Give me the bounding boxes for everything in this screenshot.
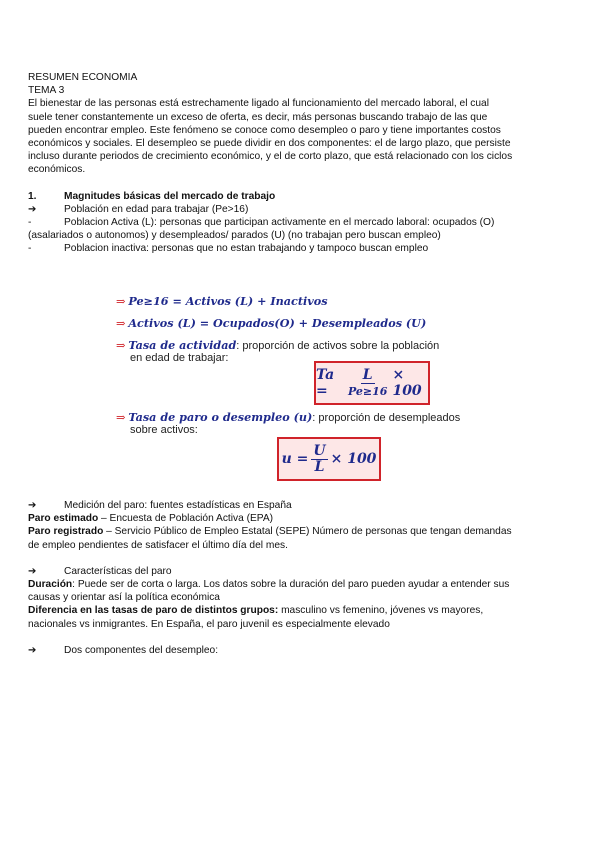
paragraph-continuation: causas y orientar así la política económica <box>28 592 220 604</box>
list-item: - Poblacion inactiva: personas que no estan trabajando y tampoco buscan empleo <box>28 243 429 255</box>
implies-icon: ⇒ <box>116 339 126 352</box>
doc-subtitle: TEMA 3 <box>28 85 65 97</box>
implies-icon: ⇒ <box>116 317 126 330</box>
paragraph-continuation: nacionales vs inmigrantes. En España, el paro juvenil es especialmente elevado <box>28 618 390 630</box>
intro-line: incluso durante periodos de crecimiento económico, y el de corto plazo, que está relacionado con los ciclos <box>28 151 513 163</box>
document-body-lower <box>28 499 573 657</box>
activity-rate-formula: Ta = $\frac{L}{Pe\ge 16}$ × 100 <box>314 361 430 405</box>
list-item-continuation: (asalariados o autonomos) y desempleados/ parados (U) (no trabajan pero buscan empleo) <box>28 230 441 242</box>
unemployment-rate-definition-cont: sobre activos: <box>130 424 198 436</box>
section-title: Magnitudes básicas del mercado de trabajo <box>64 190 276 202</box>
paragraph: Duración: Puede ser de corta o larga. Los datos sobre la duración del paro pueden ayudar a entender sus <box>28 579 510 591</box>
list-item: - Poblacion Activa (L): personas que participan activamente en el mercado laboral: ocupados (O) <box>28 217 495 229</box>
arrow-icon: ➔ <box>28 644 37 656</box>
intro-line: pueden encontrar empleo. Este fenómeno se conoce como desempleo o paro y tiene importantes costos <box>28 124 501 136</box>
unemployment-rate-formula: u = $\frac{U}{L}$ × 100 <box>277 437 381 481</box>
list-item: ➔ Dos componentes del desempleo: <box>28 644 219 656</box>
formula-activos: ⇒ Activos (L) = Ocupados(O) + Desempleados (U) <box>116 316 427 330</box>
formula-population: ⇒ Pe≥16 = Activos (L) + Inactivos <box>116 294 328 308</box>
document-body <box>28 71 573 256</box>
arrow-icon: ➔ <box>28 203 37 215</box>
implies-icon: ⇒ <box>116 411 126 424</box>
section-number: 1. <box>28 190 37 202</box>
paragraph: Diferencia en las tasas de paro de distintos grupos: masculino vs femenino, jóvenes vs mayores, <box>28 605 484 617</box>
arrow-icon: ➔ <box>28 565 37 577</box>
paragraph: Paro estimado – Encuesta de Población Activa (EPA) <box>28 513 274 525</box>
paragraph-continuation: de empleo pendientes de satisfacer el último día del mes. <box>28 539 288 551</box>
list-item: ➔ Población en edad para trabajar (Pe>16) <box>28 203 249 215</box>
list-item: ➔ Medición del paro: fuentes estadísticas en España <box>28 500 292 511</box>
paragraph: Paro registrado – Servicio Público de Empleo Estatal (SEPE) Número de personas que tengan demandas <box>28 526 512 538</box>
unemployment-rate-term: Tasa de paro o desempleo (u) <box>128 410 313 424</box>
dash-icon: - <box>28 243 32 255</box>
unemployment-rate-definition: ⇒ Tasa de paro o desempleo (u): proporción de desempleados <box>116 410 461 424</box>
activity-rate-term: Tasa de actividad <box>128 338 237 352</box>
intro-line: suele tener constantemente un exceso de oferta, es decir, más personas buscando trabajo de las que <box>28 111 488 123</box>
intro-line: El bienestar de las personas está estrechamente ligado al funcionamiento del mercado laboral, el cual <box>28 98 489 110</box>
intro-line: económicos y sociales. El desempleo se puede dividir en dos componentes: el de largo plazo, que persiste <box>28 138 511 150</box>
implies-icon: ⇒ <box>116 295 126 308</box>
activity-rate-definition-cont: en edad de trabajar: <box>130 352 229 364</box>
activity-rate-definition: ⇒ Tasa de actividad: proporción de activos sobre la población <box>116 338 440 352</box>
dash-icon: - <box>28 217 32 229</box>
arrow-icon: ➔ <box>28 500 37 511</box>
doc-title: RESUMEN ECONOMIA <box>28 72 138 83</box>
list-item: ➔ Características del paro <box>28 565 172 577</box>
section-heading <box>28 190 573 203</box>
intro-line: económicos. <box>28 164 86 176</box>
